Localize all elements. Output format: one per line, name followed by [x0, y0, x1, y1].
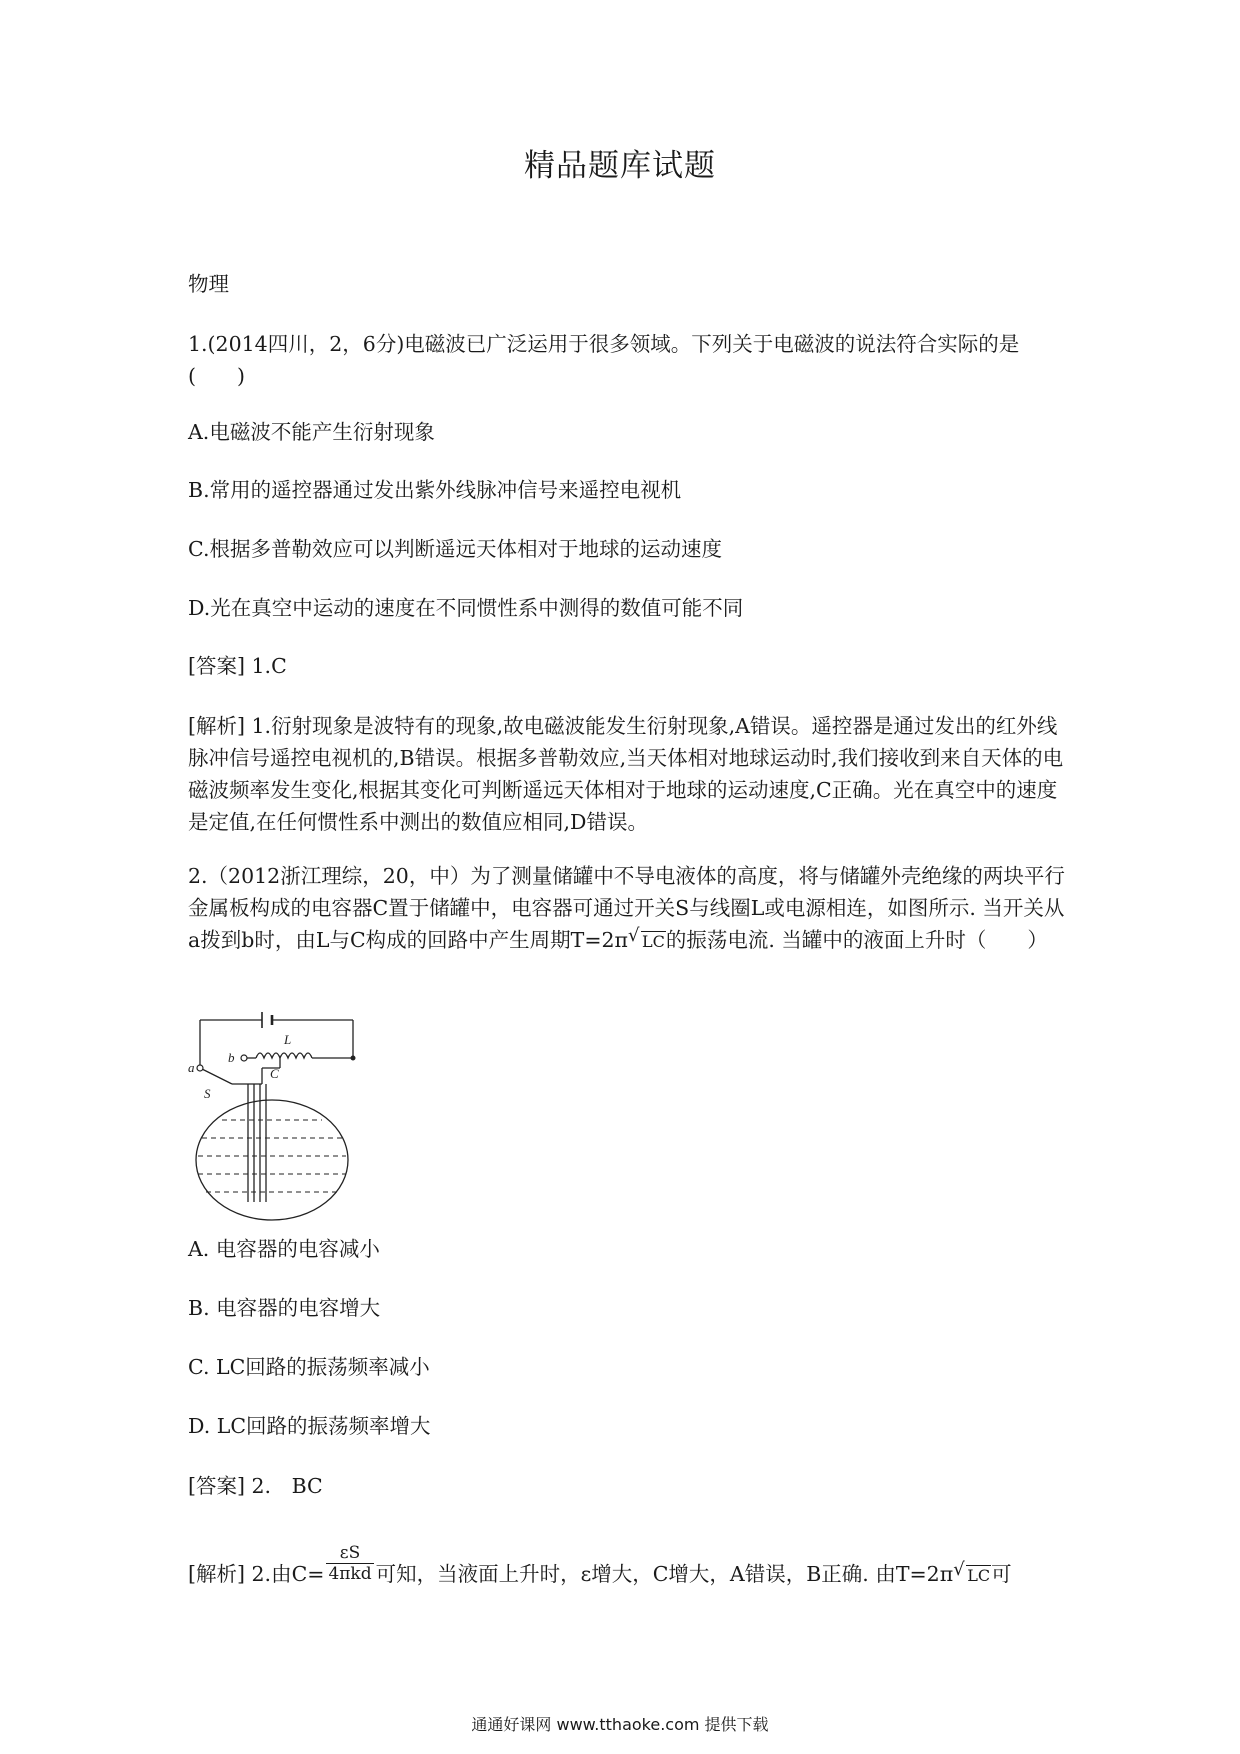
question-2-stem-part2: 的振荡电流. 当罐中的液面上升时（ ） [665, 928, 1048, 952]
question-2-option-a: A. 电容器的电容减小 [188, 1237, 380, 1261]
sqrt-lc-radicand: LC [642, 932, 665, 951]
figure-label-s: S [204, 1086, 211, 1101]
question-2-option-b: B. 电容器的电容增大 [188, 1296, 381, 1320]
fraction-numerator: εS [339, 1543, 361, 1563]
question-1-option-d: D.光在真空中运动的速度在不同惯性系中测得的数值可能不同 [188, 596, 744, 620]
question-1-explanation: [解析] 1.衍射现象是波特有的现象,故电磁波能发生衍射现象,A错误。遥控器是通过发出的红外线脉冲信号遥控电视机的,B错误。根据多普勒效应,当天体相对地球运动时,我们接收到来自天体的电磁波频率发生变化,根据其变化可判断遥远天体相对于地球的运动速度,C正确。光在真空中的速度是定值,在任何惯性系中测出的数值应相同,D错误。 [188, 714, 1064, 834]
question-1-stem: 1.(2014四川，2，6分)电磁波已广泛运用于很多领域。下列关于电磁波的说法符合实际的是( ) [188, 332, 1020, 388]
question-2-exp-part1: [解析] 2.由C= [188, 1562, 325, 1586]
fraction-denominator: 4πkd [328, 1564, 372, 1584]
subject-label: 物理 [188, 272, 229, 296]
question-2-option-d: D. LC回路的振荡频率增大 [188, 1414, 431, 1438]
sqrt-lc-explanation [953, 1558, 991, 1592]
question-2-answer: [答案] 2. BC [188, 1474, 323, 1498]
question-2-stem [188, 860, 1068, 958]
question-2-exp-part2: 可知，当液面上升时，ε增大，C增大，A错误，B正确. 由T=2π [375, 1562, 954, 1586]
question-2-option-c: C. LC回路的振荡频率减小 [188, 1355, 430, 1379]
sqrt-lc-explanation-radicand: LC [967, 1566, 991, 1585]
sqrt-lc [628, 924, 666, 958]
capacitance-fraction [326, 1543, 373, 1584]
question-2-exp-part3: 可 [991, 1562, 1012, 1586]
figure-label-a: a [188, 1060, 195, 1075]
figure-label-c: C [270, 1066, 279, 1081]
question-1-answer: [答案] 1.C [188, 654, 287, 678]
page-title: 精品题库试题 [524, 148, 716, 184]
circuit-tank-figure [188, 1010, 363, 1225]
question-1-option-a: A.电磁波不能产生衍射现象 [188, 420, 435, 444]
figure-label-l: L [284, 1032, 292, 1047]
question-1-option-c: C.根据多普勒效应可以判断遥远天体相对于地球的运动速度 [188, 537, 722, 561]
page-footer: 通通好课网 www.tthaoke.com 提供下载 [471, 1715, 769, 1734]
figure-label-b: b [228, 1050, 235, 1065]
question-2-stem-part1: 2.（2012浙江理综，20，中）为了测量储罐中不导电液体的高度，将与储罐外壳绝缘的两块平行金属板构成的电容器C置于储罐中，电容器可通过开关S与线圈L或电源相连，如图所示. 当开关从a拨到b时，由L与C构成的回路中产生周期T=2π [188, 864, 1065, 952]
question-1-option-b: B.常用的遥控器通过发出紫外线脉冲信号来遥控电视机 [188, 478, 682, 502]
